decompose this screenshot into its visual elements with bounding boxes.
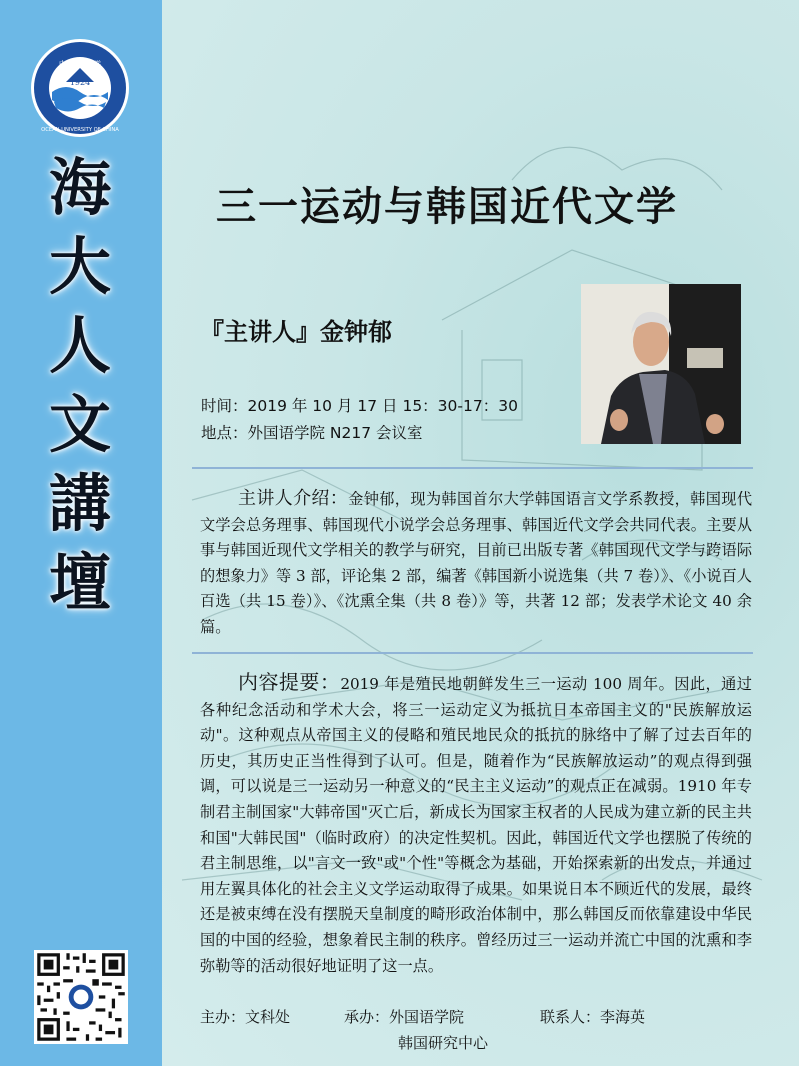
- speaker-intro: [200, 486, 752, 641]
- sidebar: [0, 0, 162, 1066]
- event-place: 地点：外国语学院 N217 会议室: [201, 424, 423, 442]
- logo-top-text: 中国海洋大学: [59, 60, 101, 68]
- intro-label: 主讲人介绍：: [238, 488, 349, 509]
- host: 承办：外国语学院: [344, 1008, 465, 1026]
- speaker-photo: [581, 284, 741, 444]
- vertical-title-char: 海: [48, 151, 111, 224]
- qr-code-icon[interactable]: [34, 950, 128, 1044]
- intro-text: 金钟郁，现为韩国首尔大学韩国语言文学系教授，韩国现代文学会总务理事、韩国现代小说学会总务理事、韩国近代文学会共同代表。主要从事与韩国近现代文学相关的教学与研究，目前已出版专著《韩国现代文学与跨语际的想象力》等 3 部，评论集 2 部，编著《韩国新小说选集（共 7 卷）》、《小说百人百选（共 15 卷）》、《沈熏全集（共 8 卷）》等，共著 12 部；发表学术论文 40 余篇。: [200, 490, 753, 636]
- main-content: [162, 0, 799, 1066]
- content-summary: [200, 670, 752, 979]
- vertical-title-char: 壇: [48, 546, 111, 619]
- event-title: 三一运动与韩国近代文学: [216, 184, 678, 230]
- university-logo: [30, 38, 130, 138]
- summary-label: 内容提要：: [238, 670, 341, 694]
- vertical-title-char: 文: [48, 388, 111, 461]
- host-sub: 韩国研究中心: [398, 1034, 489, 1052]
- speaker-line: 『主讲人』金钟郁: [200, 317, 392, 346]
- organizer: 主办：文科处: [200, 1008, 291, 1026]
- summary-text: 2019 年是殖民地朝鲜发生三一运动 100 周年。因此，通过各种纪念活动和学术大会，将三一运动定义为抵抗日本帝国主义的"民族解放运动"。这种观点从帝国主义的侵略和殖民地民众的抵抗的脉络中了解了过去百年的历史，其历史正当性得到了认可。但是，随着作为“民族解放运动”的观点得到强调，可以说是三一运动另一种意义的“民主主义运动”的观点正在减弱。1910 年专制君主制国家"大韩帝国"灭亡后，新成长为国家主权者的人民成为建立新的民主共和国"大韩民国"（临时政府）的决定性契机。因此，韩国近代文学也摆脱了传统的君主制思维，以"言文一致"或"个性"等概念为基础，开始探索新的出发点，并通过用左翼具体化的社会主义文学运动取得了成果。如果说日本不顾近代的发展，最终还是被束缚在没有摆脱天皇制度的畸形政治体制中，那么韩国反而依靠建设中华民国的中国的经验，想象着民主制的秩序。曾经历过三一运动并流亡中国的沈熏和李弥勒等的活动很好地证明了这一点。: [200, 675, 752, 975]
- divider: [192, 467, 753, 469]
- vertical-title-char: 人: [48, 309, 111, 382]
- vertical-title-char: 大: [48, 230, 111, 303]
- event-time: 时间：2019 年 10 月 17 日 15：30-17：30: [201, 397, 518, 415]
- vertical-title-char: 講: [48, 467, 111, 540]
- contact: 联系人：李海英: [540, 1008, 646, 1026]
- divider: [192, 652, 753, 654]
- logo-year: 1924: [69, 78, 91, 87]
- logo-bottom-text: OCEAN UNIVERSITY OF CHINA: [41, 127, 119, 133]
- vertical-title: [30, 148, 130, 622]
